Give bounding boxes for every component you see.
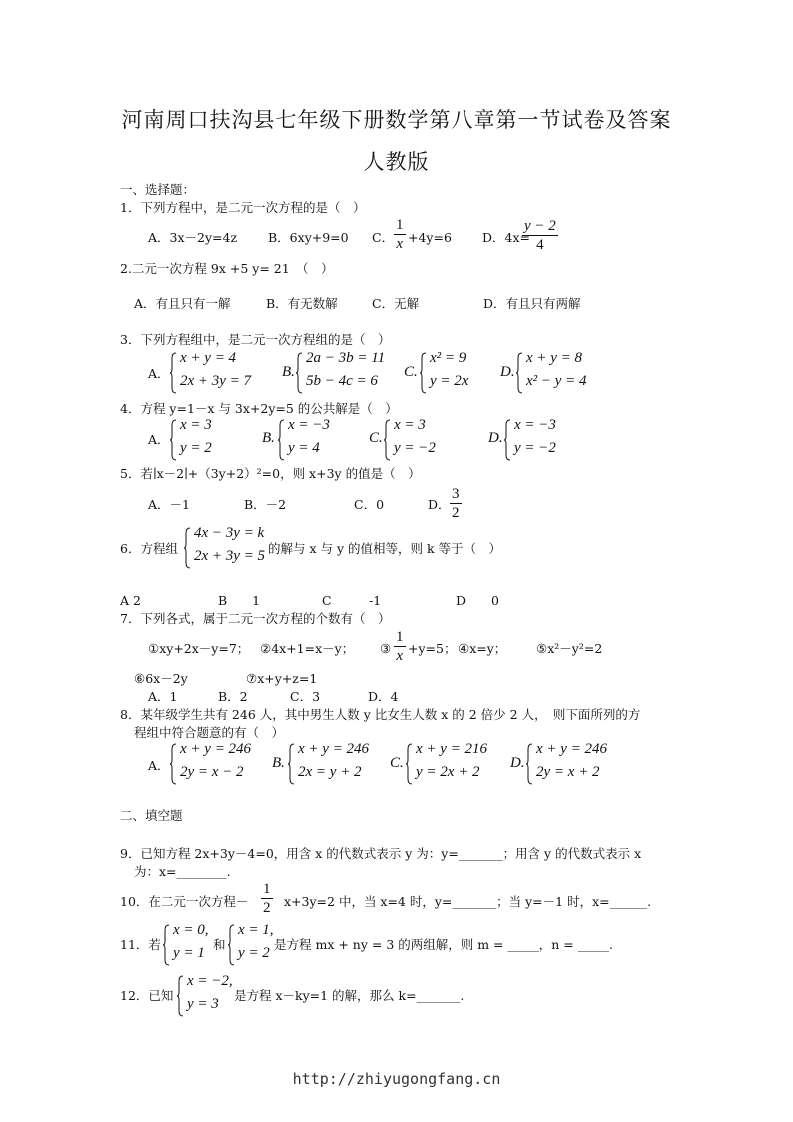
brace-icon xyxy=(504,419,511,461)
q5-option-d-fraction xyxy=(450,485,462,522)
section-heading-choice: 一、选择题： xyxy=(120,182,196,197)
q7-item-2: ②4x+1=x－y； xyxy=(260,641,355,656)
q7-item-3-marker: ③ xyxy=(380,641,392,656)
equation-1: x² = 9 xyxy=(430,350,467,366)
fraction-numerator: 1 xyxy=(263,881,271,897)
q7-item-1: ①xy+2x－y=7； xyxy=(148,641,250,656)
equation-1: x + y = 246 xyxy=(536,741,608,757)
equation-2: y = 1 xyxy=(173,945,205,961)
q11-prefix: 11．若 xyxy=(120,937,161,952)
q1-option-d-fraction xyxy=(522,217,558,254)
q1-option-c-rest: +4y=6 xyxy=(408,230,452,245)
brace-icon xyxy=(406,743,413,785)
q2-option-c: C．无解 xyxy=(372,296,420,311)
q8-option-a-label: A． xyxy=(148,758,170,773)
brace-icon xyxy=(278,419,285,461)
equation-2: y = −2 xyxy=(394,440,436,456)
q2-option-d: D．有且只有两解 xyxy=(483,296,581,311)
q3-stem: 3．下列方程组中，是二元一次方程组的是（ ） xyxy=(120,332,391,347)
equation-2: x² − y = 4 xyxy=(526,373,587,389)
brace-icon xyxy=(184,527,191,569)
q7-option-c: C．3 xyxy=(290,689,321,704)
equation-1: 2a − 3b = 11 xyxy=(306,350,386,366)
q1-option-c-fraction xyxy=(394,216,406,253)
fraction-denominator: 2 xyxy=(452,505,460,521)
q3-option-b-label: B. xyxy=(282,364,295,380)
brace-icon xyxy=(163,924,170,966)
q2-option-b: B．有无数解 xyxy=(266,296,338,311)
brace-icon xyxy=(384,419,391,461)
page-subtitle: 人教版 xyxy=(363,150,430,174)
brace-icon xyxy=(288,743,295,785)
q8-stem-line2: 程组中符合题意的有（ ） xyxy=(134,725,285,740)
section-heading-fill: 二、填空题 xyxy=(120,808,183,823)
q11-suffix: 是方程 mx + ny = 3 的两组解，则 m = _____，n = _____. xyxy=(274,937,613,952)
brace-icon xyxy=(420,352,427,394)
fraction-denominator: 2 xyxy=(263,900,271,916)
q5-option-b: B．－2 xyxy=(244,497,287,512)
q5-option-c: C．0 xyxy=(354,497,385,512)
q10-prefix: 10．在二元一次方程－ xyxy=(120,894,249,909)
q5-stem: 5．若∣x－2∣+（3y+2）²=0，则 x+3y 的值是（ ） xyxy=(120,466,421,481)
equation-2: y = 2 xyxy=(180,440,212,456)
equation-1: 4x − 3y = k xyxy=(194,525,265,541)
q7-item-5: ⑤x²－y²=2 xyxy=(536,641,603,656)
q6-option-b: B 1 xyxy=(218,593,261,608)
q8-stem-line1: 8．某年级学生共有 246 人，其中男生人数 y 比女生人数 x 的 2 倍少 2 人， 则下面所列的方 xyxy=(120,707,641,722)
q4-option-c-label: C. xyxy=(369,430,383,446)
q1-option-a: A．3x－2y=4z xyxy=(148,230,238,245)
q9-line2: 为：x=________. xyxy=(134,864,231,879)
q12-suffix: 是方程 x－ky=1 的解，那么 k=_______. xyxy=(234,988,465,1003)
equation-2: y = 4 xyxy=(288,440,320,456)
equation-2: y = −2 xyxy=(514,440,556,456)
q7-item-3-fraction xyxy=(394,628,406,665)
q6-option-a: A 2 xyxy=(120,593,141,608)
footer-url: http://zhiyugongfang.cn xyxy=(292,1070,501,1088)
equation-2: 2x + 3y = 5 xyxy=(194,548,266,564)
q8-option-b-label: B. xyxy=(272,755,285,771)
fraction-denominator: 4 xyxy=(536,237,544,253)
fraction-denominator: x xyxy=(396,236,404,252)
equation-2: 2y = x − 2 xyxy=(180,764,244,780)
q11-connector: 和 xyxy=(213,937,226,952)
q6-suffix: 的解与 x 与 y 的值相等，则 k 等于（ ） xyxy=(268,541,502,556)
q7-option-b: B．2 xyxy=(218,689,248,704)
q8-option-d-label: D. xyxy=(510,755,525,771)
q7-stem: 7．下列各式，属于二元一次方程的个数有（ ） xyxy=(120,611,391,626)
fraction-denominator: x xyxy=(396,648,404,664)
equation-2: 2x = y + 2 xyxy=(298,764,362,780)
equation-1: x + y = 216 xyxy=(416,741,488,757)
q8-option-c-label: C. xyxy=(390,755,404,771)
equation-2: y = 3 xyxy=(187,996,219,1012)
fraction-numerator: 3 xyxy=(452,486,460,502)
q3-option-c-label: C. xyxy=(404,364,418,380)
brace-icon xyxy=(526,743,533,785)
q7-option-d: D．4 xyxy=(368,689,399,704)
equation-2: y = 2x xyxy=(430,373,469,389)
equation-1: x + y = 246 xyxy=(298,741,370,757)
equation-1: x = −2, xyxy=(187,973,233,989)
equation-2: 2y = x + 2 xyxy=(536,764,600,780)
q7-item-4: ④x=y； xyxy=(458,641,507,656)
brace-icon xyxy=(296,352,303,394)
fraction-numerator: y − 2 xyxy=(524,218,556,234)
q2-stem: 2.二元一次方程 9x +5 y= 21 （ ） xyxy=(120,261,334,276)
q1-option-b: B．6xy+9=0 xyxy=(268,230,349,245)
q7-item-7: ⑦x+y+z=1 xyxy=(246,671,318,686)
brace-icon xyxy=(170,352,177,394)
equation-1: x + y = 4 xyxy=(180,350,237,366)
q6-option-c: C -1 xyxy=(322,593,382,608)
q5-option-a: A．－1 xyxy=(148,497,190,512)
q2-option-a: A．有且只有一解 xyxy=(134,296,231,311)
equation-1: x = 1, xyxy=(238,922,274,938)
brace-icon xyxy=(177,975,184,1017)
q6-prefix: 6．方程组 xyxy=(120,541,178,556)
equation-2: y = 2 xyxy=(238,945,270,961)
q12-prefix: 12．已知 xyxy=(120,988,174,1003)
q7-item-6: ⑥6x－2y xyxy=(134,671,188,686)
q4-option-a-label: A． xyxy=(148,432,170,447)
equation-1: x = −3 xyxy=(288,417,330,433)
equation-1: x = 3 xyxy=(394,417,426,433)
q3-option-a-label: A． xyxy=(148,366,170,381)
fraction-numerator: 1 xyxy=(396,217,404,233)
q1-stem: 1．下列方程中，是二元一次方程的是（ ） xyxy=(120,200,366,215)
q6-option-d: D 0 xyxy=(456,593,499,608)
equation-1: x + y = 8 xyxy=(526,350,583,366)
equation-1: x = 3 xyxy=(180,417,212,433)
q9-line1: 9．已知方程 2x+3y－4=0，用含 x 的代数式表示 y 为：y=_______；用含 y 的代数式表示 x xyxy=(120,846,642,861)
equation-2: y = 2x + 2 xyxy=(416,764,480,780)
brace-icon xyxy=(170,743,177,785)
q7-option-a: A．1 xyxy=(148,689,178,704)
q3-option-d-label: D. xyxy=(500,364,515,380)
fraction-numerator: 1 xyxy=(396,629,404,645)
q4-option-d-label: D. xyxy=(488,430,503,446)
q7-item-3-rest: +y=5； xyxy=(408,641,457,656)
q4-stem: 4．方程 y=1－x 与 3x+2y=5 的公共解是（ ） xyxy=(120,401,398,416)
equation-1: x + y = 246 xyxy=(180,741,252,757)
equation-1: x = −3 xyxy=(514,417,556,433)
brace-icon xyxy=(170,419,177,461)
q10-suffix: x+3y=2 中，当 x=4 时，y=_______；当 y=－1 时，x=______. xyxy=(284,894,652,909)
equation-2: 2x + 3y = 7 xyxy=(180,373,252,389)
equation-1: x = 0, xyxy=(173,922,209,938)
q1-option-c-label: C． xyxy=(372,230,395,245)
q5-option-d-label: D． xyxy=(428,497,451,512)
brace-icon xyxy=(228,924,235,966)
q4-option-b-label: B. xyxy=(262,430,275,446)
q10-fraction xyxy=(261,880,273,917)
page-title: 河南周口扶沟县七年级下册数学第八章第一节试卷及答案 xyxy=(121,108,672,132)
equation-2: 5b − 4c = 6 xyxy=(306,373,378,389)
brace-icon xyxy=(516,352,523,394)
q1-option-d-label: D．4x= xyxy=(482,230,530,245)
